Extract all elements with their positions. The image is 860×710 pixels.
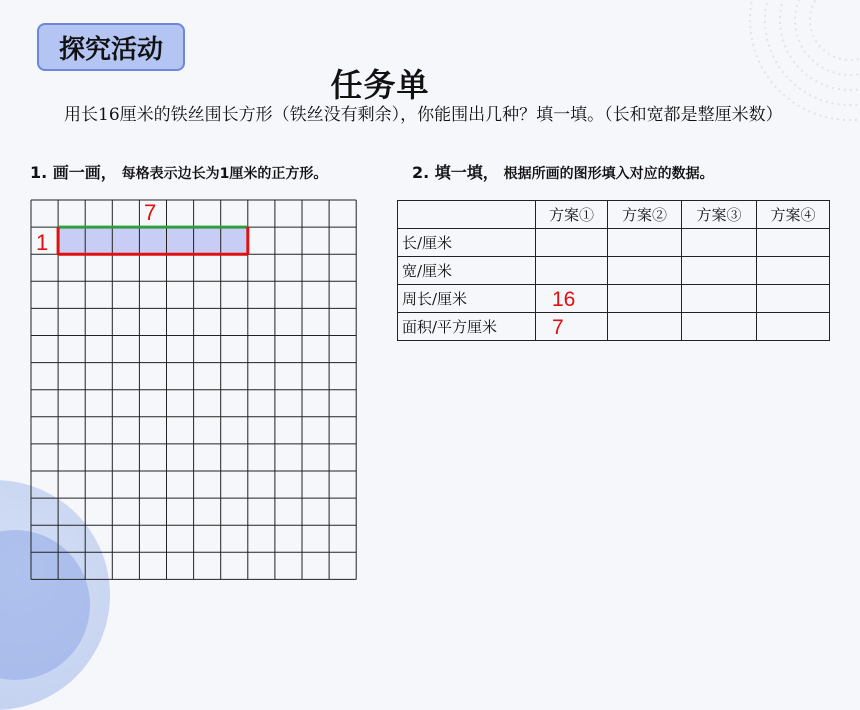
step-fill-description: 根据所画的图形填入对应的数据。	[503, 166, 714, 182]
table-row	[398, 257, 830, 285]
table-row	[398, 285, 830, 313]
row-label-perimeter: 周长/厘米	[398, 285, 536, 313]
perimeter-value: 16	[552, 288, 576, 311]
activity-badge: 探究活动	[37, 23, 185, 71]
input-cell[interactable]	[682, 313, 757, 341]
table-row	[398, 229, 830, 257]
step-draw-number: 1. 画一画，	[30, 163, 117, 182]
input-cell[interactable]	[682, 285, 757, 313]
header-plan-3: 方案③	[682, 201, 757, 229]
data-table	[397, 200, 830, 341]
step-draw-description: 每格表示边长为1厘米的正方形。	[121, 166, 328, 182]
input-cell[interactable]	[757, 285, 830, 313]
step-fill-number: 2. 填一填，	[412, 163, 499, 182]
input-cell[interactable]	[608, 229, 682, 257]
input-cell[interactable]	[536, 229, 608, 257]
header-plan-1: 方案①	[536, 201, 608, 229]
input-cell[interactable]	[757, 313, 830, 341]
area-value: 7	[552, 316, 564, 339]
drawn-rectangle	[58, 227, 248, 254]
header-cell	[398, 201, 536, 229]
header-plan-2: 方案②	[608, 201, 682, 229]
input-cell[interactable]	[682, 257, 757, 285]
table-header-row	[398, 201, 830, 229]
rect-length-label: 7	[144, 200, 157, 225]
header-plan-4: 方案④	[757, 201, 830, 229]
input-cell[interactable]	[536, 257, 608, 285]
input-cell[interactable]	[608, 313, 682, 341]
input-cell[interactable]	[682, 229, 757, 257]
row-label-width: 宽/厘米	[398, 257, 536, 285]
row-label-length: 长/厘米	[398, 229, 536, 257]
title-text: 任务单	[330, 66, 430, 104]
input-cell[interactable]	[536, 313, 608, 341]
input-cell[interactable]	[608, 285, 682, 313]
input-cell[interactable]	[536, 285, 608, 313]
row-label-area: 面积/平方厘米	[398, 313, 536, 341]
problem-statement: 用长16厘米的铁丝围长方形（铁丝没有剩余），你能围出几种？填一填。（长和宽都是整厘米数）	[64, 105, 783, 125]
input-cell[interactable]	[757, 229, 830, 257]
input-cell[interactable]	[608, 257, 682, 285]
input-cell[interactable]	[757, 257, 830, 285]
table-row	[398, 313, 830, 341]
rect-width-label: 1	[36, 230, 49, 255]
